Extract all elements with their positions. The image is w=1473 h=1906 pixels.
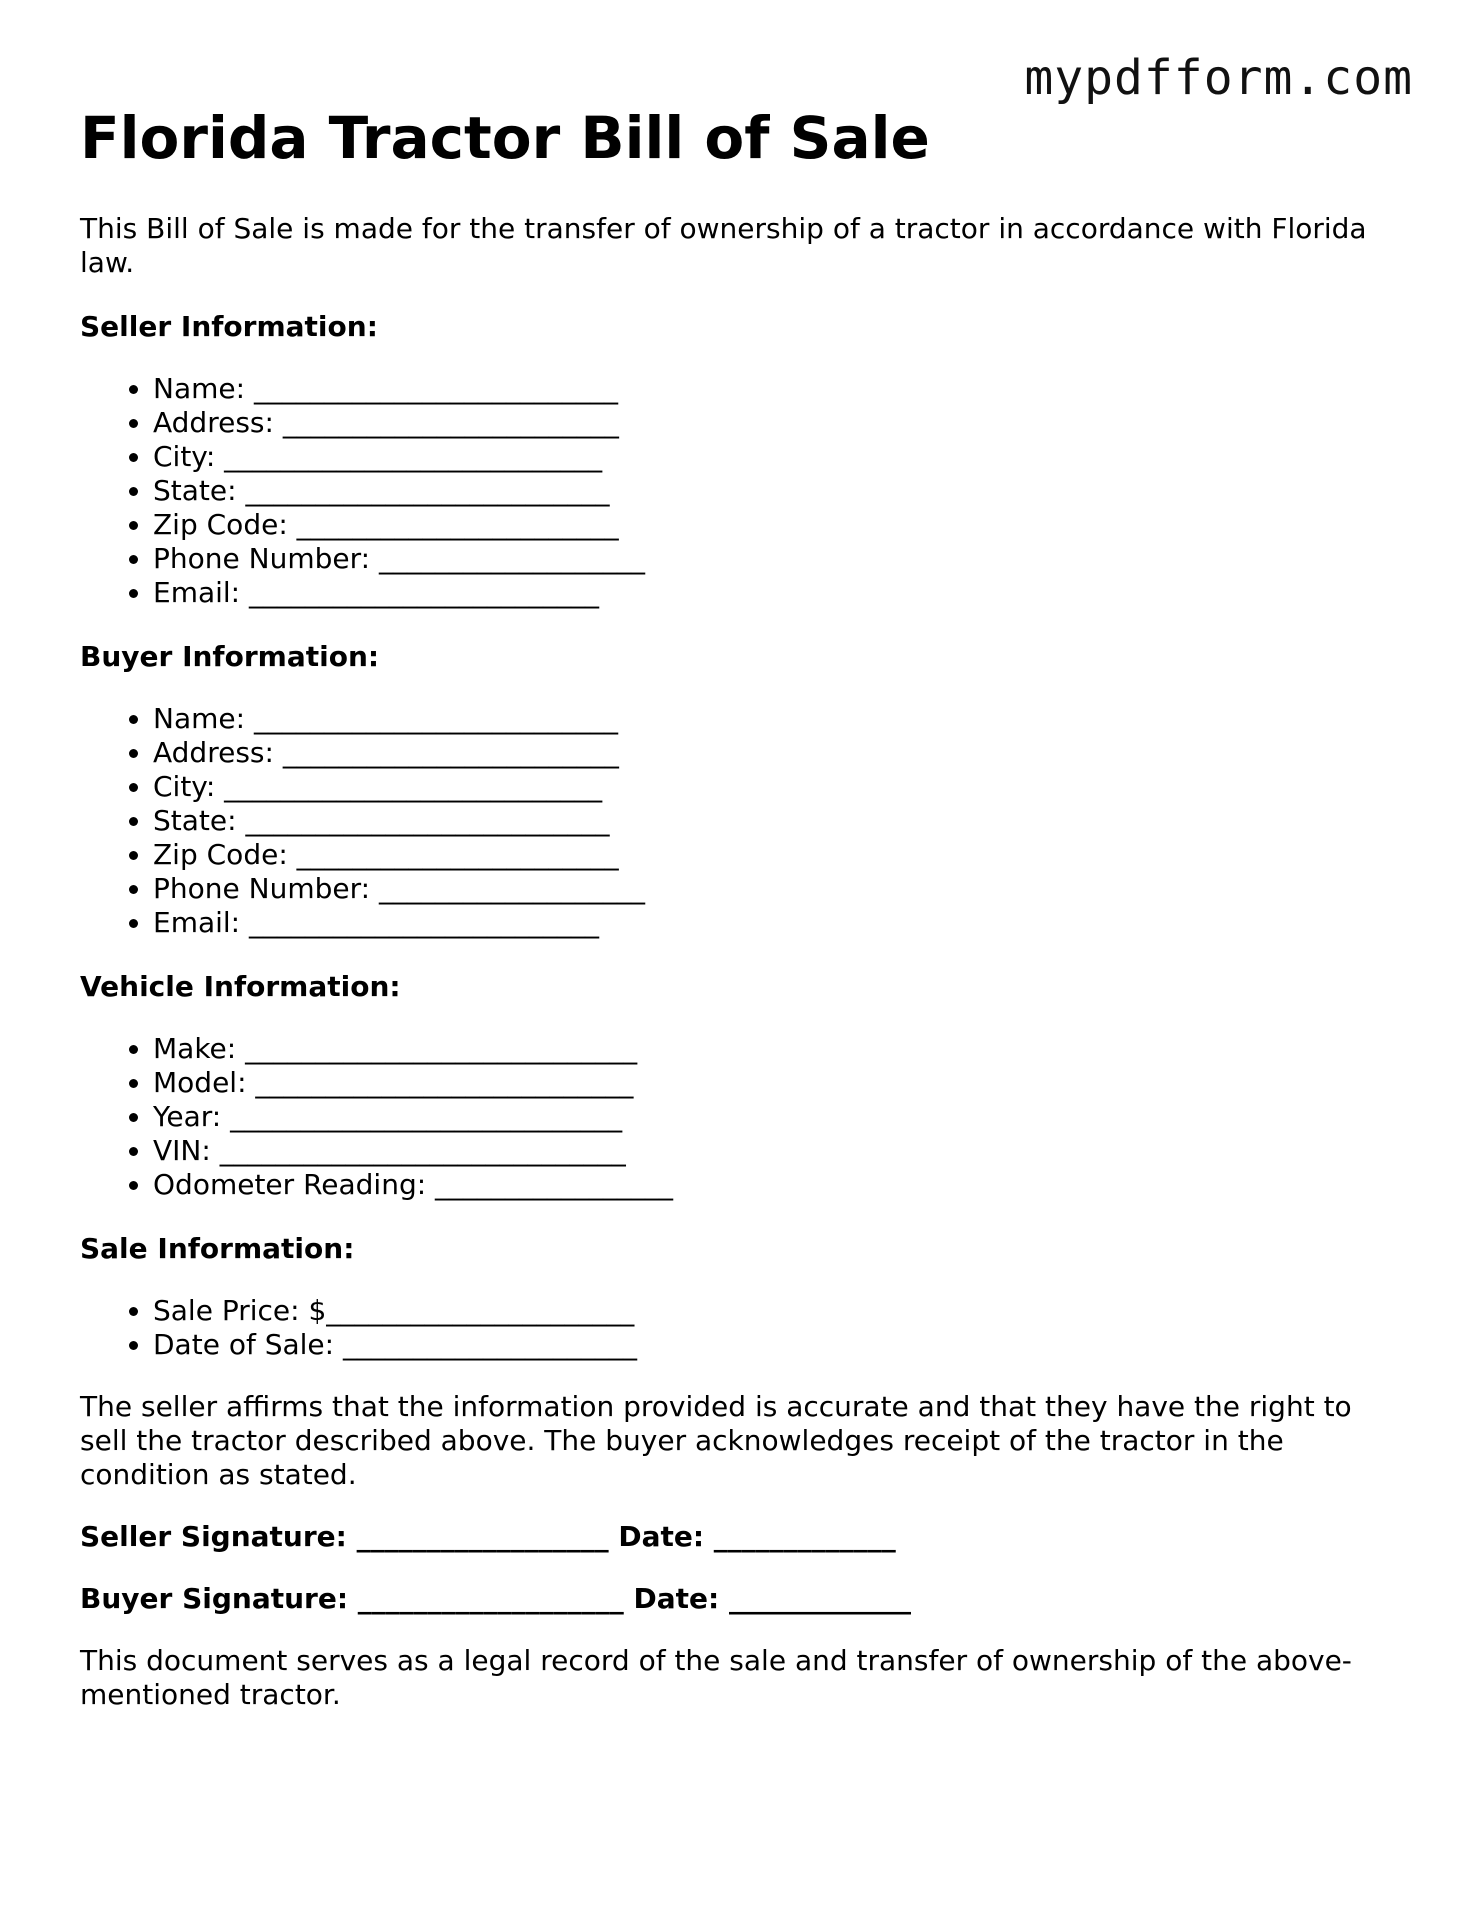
buyer-address-field: • Address: ________________________ [153, 736, 1400, 770]
vehicle-section-heading: Vehicle Information: [80, 970, 401, 1003]
seller-zip-field: • Zip Code: _______________________ [153, 508, 1400, 542]
buyer-signature-line: Buyer Signature: ___________________ Date: _____________ [80, 1582, 911, 1615]
sale-date-field: • Date of Sale: _____________________ [153, 1328, 1400, 1362]
seller-phone-field: • Phone Number: ___________________ [153, 542, 1400, 576]
buyer-city-field: • City: ___________________________ [153, 770, 1400, 804]
seller-signature-line: Seller Signature: __________________ Date: _____________ [80, 1520, 896, 1553]
sale-price-field: • Sale Price: $______________________ [153, 1294, 1400, 1328]
vehicle-make-field: • Make: ____________________________ [153, 1032, 1400, 1066]
vehicle-odometer-field: • Odometer Reading: _________________ [153, 1168, 1400, 1202]
document-title: Florida Tractor Bill of Sale [80, 104, 930, 172]
document-page [80, 98, 1400, 1712]
seller-city-field: • City: ___________________________ [153, 440, 1400, 474]
closing-paragraph: This document serves as a legal record of the sale and transfer of ownership of the above-mentioned tractor. [80, 1644, 1352, 1711]
seller-fields-list [80, 372, 1400, 610]
watermark-text: mypdfform.com [1024, 50, 1413, 106]
seller-section-heading: Seller Information: [80, 310, 378, 343]
seller-name-field: • Name: __________________________ [153, 372, 1400, 406]
vehicle-year-field: • Year: ____________________________ [153, 1100, 1400, 1134]
vehicle-model-field: • Model: ___________________________ [153, 1066, 1400, 1100]
buyer-fields-list [80, 702, 1400, 940]
buyer-name-field: • Name: __________________________ [153, 702, 1400, 736]
sale-section-heading: Sale Information: [80, 1232, 355, 1265]
buyer-state-field: • State: __________________________ [153, 804, 1400, 838]
vehicle-vin-field: • VIN: _____________________________ [153, 1134, 1400, 1168]
seller-address-field: • Address: ________________________ [153, 406, 1400, 440]
intro-paragraph: This Bill of Sale is made for the transfer of ownership of a tractor in accordance with Florida law. [80, 212, 1367, 279]
buyer-email-field: • Email: _________________________ [153, 906, 1400, 940]
buyer-zip-field: • Zip Code: _______________________ [153, 838, 1400, 872]
seller-state-field: • State: __________________________ [153, 474, 1400, 508]
buyer-phone-field: • Phone Number: ___________________ [153, 872, 1400, 906]
sale-fields-list [80, 1294, 1400, 1362]
seller-email-field: • Email: _________________________ [153, 576, 1400, 610]
vehicle-fields-list [80, 1032, 1400, 1202]
buyer-section-heading: Buyer Information: [80, 640, 380, 673]
affirmation-paragraph: The seller affirms that the information provided is accurate and that they have the right to sell the tractor described above. The buyer acknowledges receipt of the tractor in the condition as stated. [80, 1390, 1352, 1491]
